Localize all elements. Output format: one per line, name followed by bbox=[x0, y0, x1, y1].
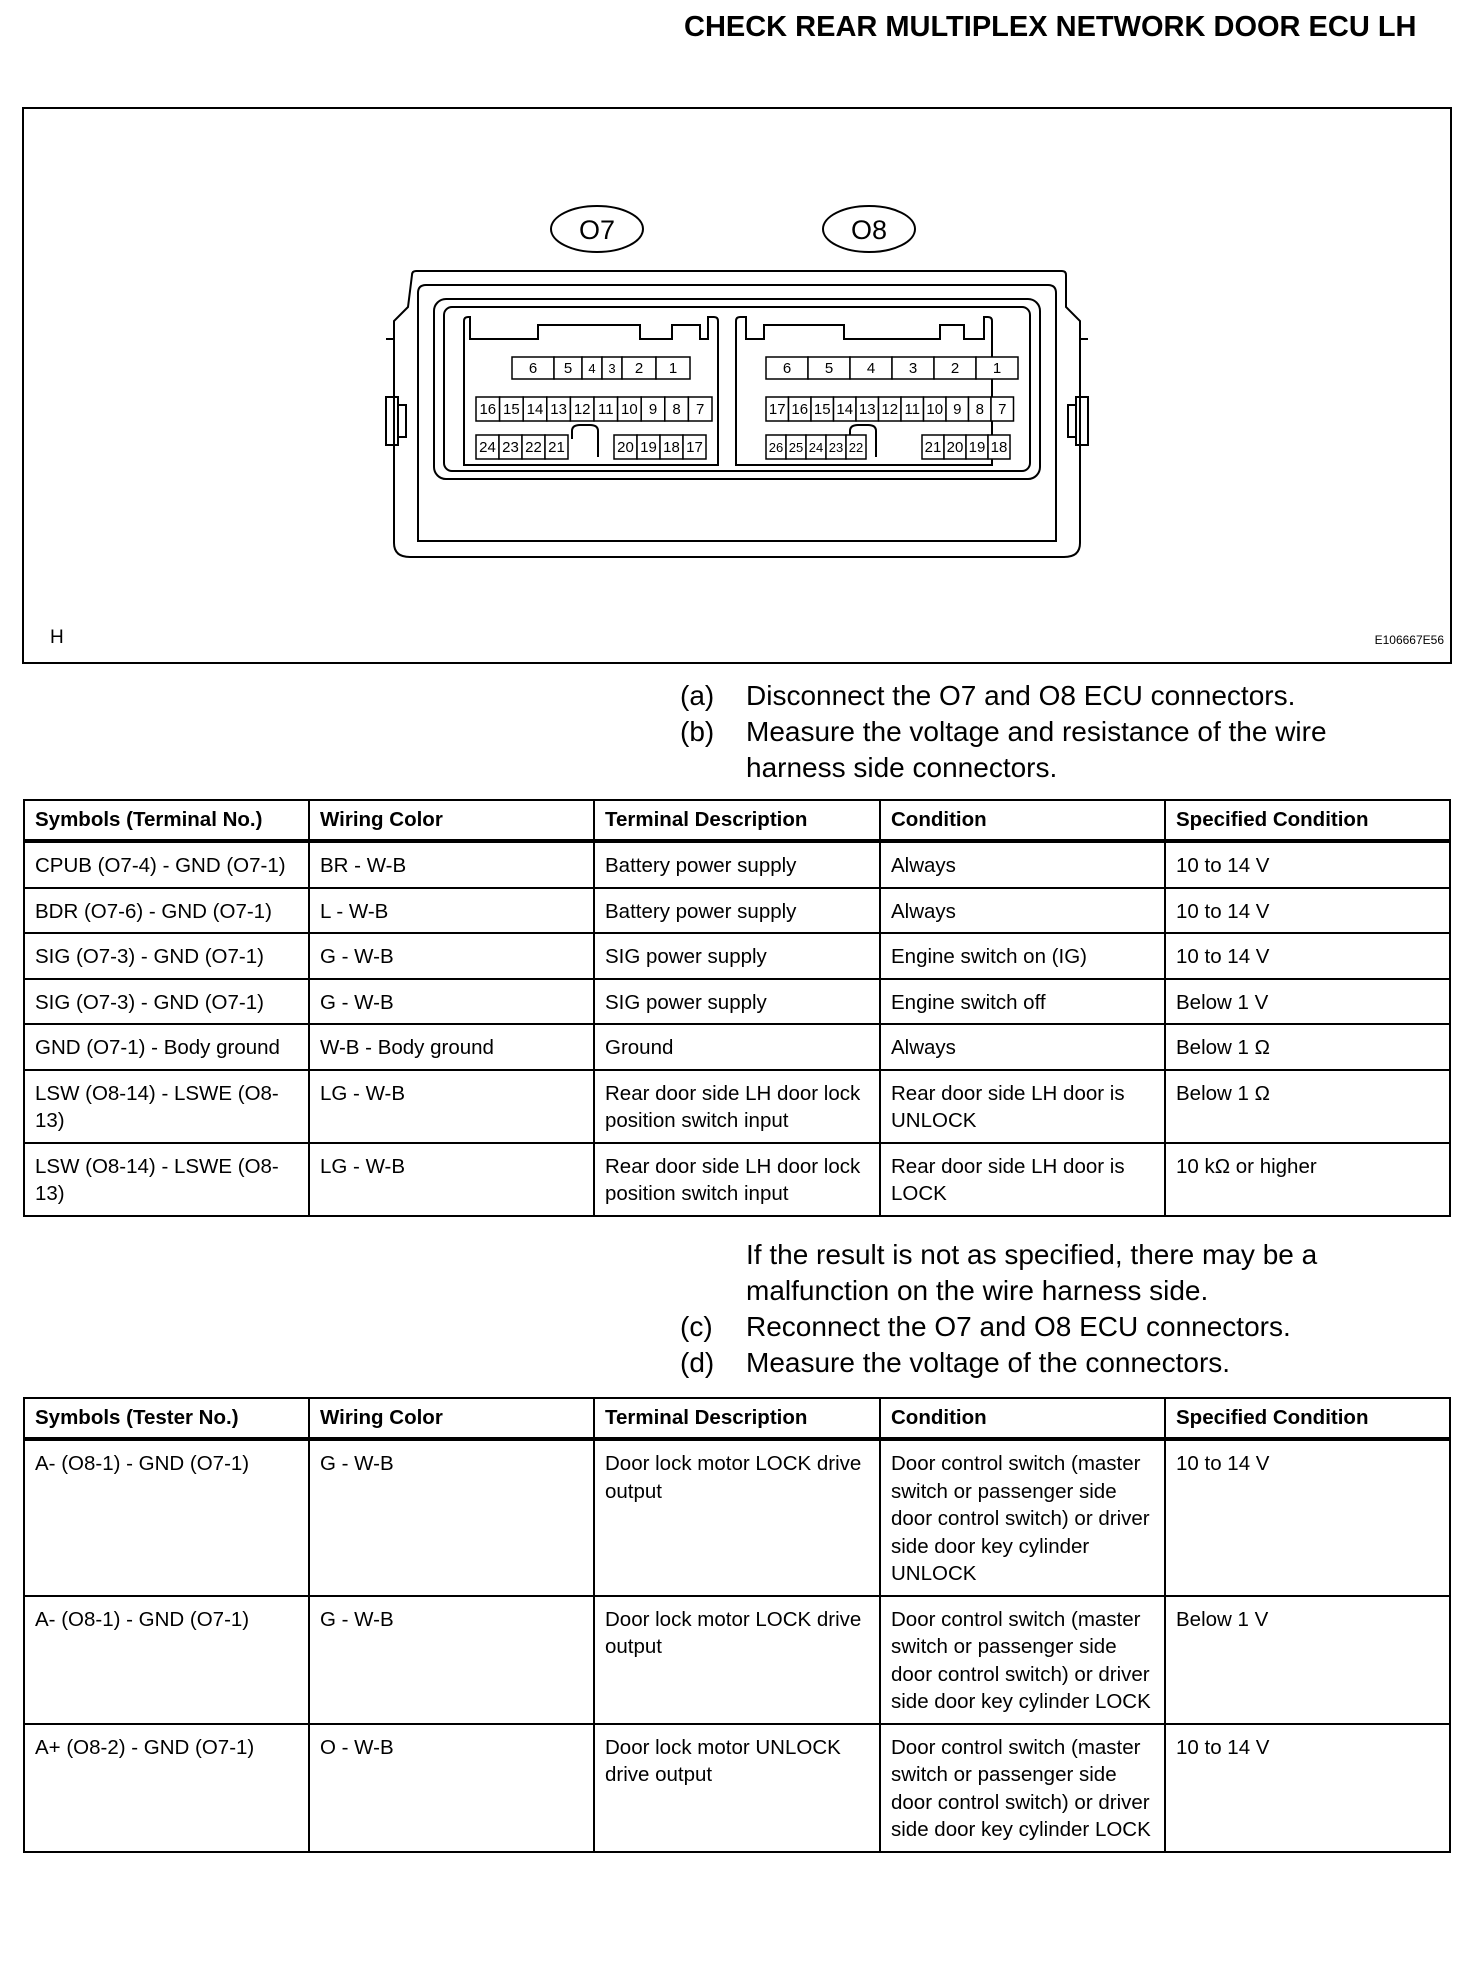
step-1 bbox=[680, 1345, 1420, 1381]
table-cell: SIG (O7-3) - GND (O7-1) bbox=[24, 979, 309, 1025]
table-cell: Below 1 Ω bbox=[1165, 1070, 1450, 1143]
steps-a-b bbox=[680, 678, 1420, 786]
tester-voltage-table bbox=[23, 1397, 1451, 1853]
o7-pin-number: 12 bbox=[573, 401, 591, 418]
table-cell: L - W-B bbox=[309, 888, 594, 934]
o7-pin-number: 20 bbox=[617, 439, 634, 456]
o7-pin-number: 24 bbox=[479, 439, 496, 456]
step-label: (b) bbox=[680, 716, 715, 747]
table-cell: Ground bbox=[594, 1024, 880, 1070]
o7-pin-number: 3 bbox=[608, 361, 616, 376]
table-cell: CPUB (O7-4) - GND (O7-1) bbox=[24, 841, 309, 888]
o8-pin-grid bbox=[766, 357, 1018, 459]
table-cell: Battery power supply bbox=[594, 888, 880, 934]
o8-pin-number: 5 bbox=[824, 360, 834, 377]
table-cell: 10 to 14 V bbox=[1165, 841, 1450, 888]
step-text: Measure the voltage and resistance of the wire harness side connectors. bbox=[746, 716, 1327, 783]
steps-c-d bbox=[680, 1309, 1420, 1381]
table-cell: LSW (O8-14) - LSWE (O8-13) bbox=[24, 1143, 309, 1216]
o8-pin-number: 13 bbox=[858, 401, 876, 418]
table-row bbox=[24, 1596, 1450, 1724]
table-cell: Door control switch (master switch or passenger side door control switch) or driver side door key cylinder LOCK bbox=[880, 1724, 1165, 1852]
table-cell: Below 1 Ω bbox=[1165, 1024, 1450, 1070]
table-cell: LSW (O8-14) - LSWE (O8-13) bbox=[24, 1070, 309, 1143]
table-cell: GND (O7-1) - Body ground bbox=[24, 1024, 309, 1070]
o8-pin-number: 1 bbox=[992, 360, 1002, 377]
o8-pin-number: 17 bbox=[768, 401, 786, 418]
table-cell: Always bbox=[880, 841, 1165, 888]
step-text: Disconnect the O7 and O8 ECU connectors. bbox=[746, 680, 1296, 711]
o7-pin-number: 21 bbox=[548, 439, 565, 456]
table-cell: 10 to 14 V bbox=[1165, 933, 1450, 979]
o8-pin-number: 24 bbox=[808, 440, 824, 455]
o8-pin-number: 10 bbox=[926, 401, 944, 418]
table-cell: Rear door side LH door is LOCK bbox=[880, 1143, 1165, 1216]
o7-pin-number: 10 bbox=[621, 401, 638, 418]
figure-corner-letter: H bbox=[50, 627, 64, 648]
column-header: Condition bbox=[880, 800, 1165, 841]
o7-pin-number: 7 bbox=[696, 401, 705, 418]
step-0 bbox=[680, 678, 1420, 714]
o7-pin-number: 23 bbox=[502, 439, 519, 456]
table-cell: O - W-B bbox=[309, 1724, 594, 1852]
table-cell: Rear door side LH door lock position switch input bbox=[594, 1070, 880, 1143]
table-row bbox=[24, 1024, 1450, 1070]
table-cell: SIG power supply bbox=[594, 979, 880, 1025]
o7-pin-number: 17 bbox=[686, 439, 703, 456]
connector-diagram bbox=[22, 107, 1452, 664]
o7-pin-number: 1 bbox=[668, 360, 678, 377]
o8-pin-number: 21 bbox=[924, 439, 942, 456]
o8-pin-number: 7 bbox=[998, 401, 1007, 418]
table-cell: G - W-B bbox=[309, 1439, 594, 1596]
step-0 bbox=[680, 1309, 1420, 1345]
table-cell: Rear door side LH door is UNLOCK bbox=[880, 1070, 1165, 1143]
table-cell: Below 1 V bbox=[1165, 979, 1450, 1025]
table-cell: Door control switch (master switch or passenger side door control switch) or driver side door key cylinder LOCK bbox=[880, 1596, 1165, 1724]
table-cell: W-B - Body ground bbox=[309, 1024, 594, 1070]
o8-pin-number: 18 bbox=[990, 439, 1008, 456]
o8-pin-number: 4 bbox=[866, 360, 876, 377]
column-header: Condition bbox=[880, 1398, 1165, 1439]
column-header: Wiring Color bbox=[309, 800, 594, 841]
o8-pin-number: 22 bbox=[848, 440, 864, 455]
o8-pin-number: 12 bbox=[881, 401, 899, 418]
table-cell: Battery power supply bbox=[594, 841, 880, 888]
o7-pin-number: 11 bbox=[598, 401, 614, 418]
o8-pin-number: 8 bbox=[975, 401, 984, 418]
table-cell: SIG (O7-3) - GND (O7-1) bbox=[24, 933, 309, 979]
table-cell: Always bbox=[880, 888, 1165, 934]
o7-pin-number: 14 bbox=[526, 401, 544, 418]
o8-pin-number: 25 bbox=[788, 440, 804, 455]
step-label: (a) bbox=[680, 680, 715, 711]
column-header: Wiring Color bbox=[309, 1398, 594, 1439]
step-text: Measure the voltage of the connectors. bbox=[746, 1347, 1231, 1378]
connector-drawing bbox=[24, 109, 1450, 662]
note-text: If the result is not as specified, there may be a malfunction on the wire harness side. bbox=[746, 1239, 1318, 1306]
table-cell: Door control switch (master switch or passenger side door control switch) or driver side door key cylinder UNLOCK bbox=[880, 1439, 1165, 1596]
table-cell: Below 1 V bbox=[1165, 1596, 1450, 1724]
table-cell: LG - W-B bbox=[309, 1143, 594, 1216]
step-text: Reconnect the O7 and O8 ECU connectors. bbox=[746, 1311, 1291, 1342]
table-cell: Engine switch off bbox=[880, 979, 1165, 1025]
o7-pin-number: 2 bbox=[634, 360, 644, 377]
table-cell: BDR (O7-6) - GND (O7-1) bbox=[24, 888, 309, 934]
page-title: CHECK REAR MULTIPLEX NETWORK DOOR ECU LH bbox=[684, 11, 1417, 43]
table-row bbox=[24, 979, 1450, 1025]
table-cell: 10 to 14 V bbox=[1165, 1724, 1450, 1852]
table-row bbox=[24, 1070, 1450, 1143]
table-cell: Door lock motor LOCK drive output bbox=[594, 1439, 880, 1596]
table-cell: G - W-B bbox=[309, 979, 594, 1025]
table-cell: Always bbox=[880, 1024, 1165, 1070]
column-header: Terminal Description bbox=[594, 1398, 880, 1439]
step-label: (d) bbox=[680, 1347, 715, 1378]
table-cell: Engine switch on (IG) bbox=[880, 933, 1165, 979]
table-cell: A- (O8-1) - GND (O7-1) bbox=[24, 1596, 309, 1724]
table-cell: BR - W-B bbox=[309, 841, 594, 888]
connector-label-o8: O8 bbox=[850, 215, 888, 245]
o8-pin-number: 9 bbox=[953, 401, 962, 418]
table-row bbox=[24, 841, 1450, 888]
table-cell: 10 to 14 V bbox=[1165, 1439, 1450, 1596]
column-header: Symbols (Tester No.) bbox=[24, 1398, 309, 1439]
column-header: Specified Condition bbox=[1165, 800, 1450, 841]
o7-pin-number: 15 bbox=[503, 401, 520, 418]
column-header: Terminal Description bbox=[594, 800, 880, 841]
o8-pin-number: 16 bbox=[791, 401, 809, 418]
table-cell: 10 to 14 V bbox=[1165, 888, 1450, 934]
o7-pin-number: 8 bbox=[672, 401, 681, 418]
table-cell: Door lock motor LOCK drive output bbox=[594, 1596, 880, 1724]
o7-pin-number: 13 bbox=[550, 401, 567, 418]
table-cell: A- (O8-1) - GND (O7-1) bbox=[24, 1439, 309, 1596]
o8-pin-number: 19 bbox=[968, 439, 986, 456]
o7-pin-grid bbox=[476, 357, 712, 459]
figure-image-code: E106667E56 bbox=[1374, 633, 1444, 647]
o7-pin-number: 6 bbox=[528, 360, 538, 377]
table-cell: Door lock motor UNLOCK drive output bbox=[594, 1724, 880, 1852]
table-cell: Rear door side LH door lock position switch input bbox=[594, 1143, 880, 1216]
step-1 bbox=[680, 714, 1420, 786]
connector-label-o7: O7 bbox=[578, 215, 616, 245]
o7-pin-number: 4 bbox=[588, 361, 596, 376]
o7-pin-number: 5 bbox=[563, 360, 573, 377]
table-cell: SIG power supply bbox=[594, 933, 880, 979]
table-cell: A+ (O8-2) - GND (O7-1) bbox=[24, 1724, 309, 1852]
o8-pin-number: 2 bbox=[950, 360, 960, 377]
o8-pin-number: 20 bbox=[946, 439, 964, 456]
column-header: Symbols (Terminal No.) bbox=[24, 800, 309, 841]
table-row bbox=[24, 933, 1450, 979]
o8-pin-number: 26 bbox=[768, 440, 784, 455]
table-row bbox=[24, 1724, 1450, 1852]
table-row bbox=[24, 888, 1450, 934]
table-cell: 10 kΩ or higher bbox=[1165, 1143, 1450, 1216]
o7-pin-number: 19 bbox=[640, 439, 657, 456]
column-header: Specified Condition bbox=[1165, 1398, 1450, 1439]
table-row bbox=[24, 1439, 1450, 1596]
note-block bbox=[680, 1237, 1420, 1309]
o7-pin-number: 9 bbox=[648, 401, 658, 418]
table-row bbox=[24, 1143, 1450, 1216]
o8-pin-number: 23 bbox=[828, 440, 844, 455]
table-cell: G - W-B bbox=[309, 933, 594, 979]
step-label: (c) bbox=[680, 1311, 713, 1342]
o7-pin-number: 22 bbox=[525, 439, 542, 456]
o8-pin-number: 11 bbox=[904, 401, 921, 418]
o8-pin-number: 3 bbox=[908, 360, 918, 377]
resistance-voltage-table bbox=[23, 799, 1451, 1217]
table-cell: LG - W-B bbox=[309, 1070, 594, 1143]
o8-pin-number: 15 bbox=[813, 401, 831, 418]
o7-pin-number: 16 bbox=[479, 401, 497, 418]
o7-pin-number: 18 bbox=[663, 439, 680, 456]
table-cell: G - W-B bbox=[309, 1596, 594, 1724]
o8-pin-number: 14 bbox=[836, 401, 854, 418]
o8-pin-number: 6 bbox=[782, 360, 792, 377]
